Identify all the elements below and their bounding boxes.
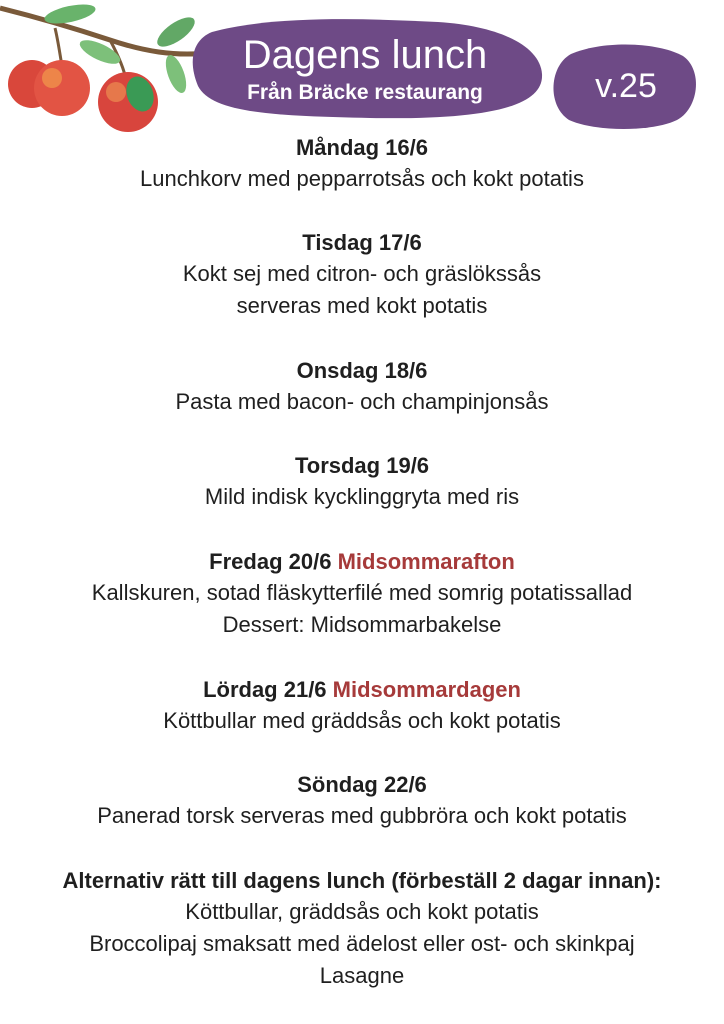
holiday-label: Midsommarafton: [337, 549, 515, 574]
day-label: Lördag 21/6: [203, 677, 327, 702]
menu-day-wednesday: [0, 356, 724, 418]
dish: Lunchkorv med pepparrotsås och kokt potatis: [140, 166, 584, 191]
menu-day-sunday: [0, 770, 724, 832]
week-number: v.25: [595, 67, 657, 105]
menu-day-monday: [0, 133, 724, 195]
dessert: Dessert: Midsommarbakelse: [222, 612, 502, 637]
menu-day-friday: [0, 547, 724, 641]
dish: Köttbullar med gräddsås och kokt potatis: [163, 708, 561, 733]
dish: Mild indisk kycklinggryta med ris: [204, 484, 520, 509]
menu-day-saturday: [0, 675, 724, 737]
menu-day-tuesday: [0, 228, 724, 322]
day-heading: Onsdag 18/6: [296, 358, 428, 383]
day-label: Fredag 20/6: [209, 549, 332, 574]
apple-branch-illustration: [0, 0, 220, 140]
day-heading: Söndag 22/6: [297, 772, 427, 797]
day-heading: Måndag 16/6: [295, 135, 429, 160]
day-heading: Tisdag 17/6: [302, 230, 422, 255]
dish: Köttbullar, gräddsås och kokt potatis: [185, 899, 539, 924]
dish: Kallskuren, sotad fläskytterfilé med somrig potatissallad: [91, 580, 633, 605]
menu-day-thursday: [0, 451, 724, 513]
page-title: Dagens lunch: [242, 33, 488, 77]
holiday-label: Midsommardagen: [332, 677, 521, 702]
alternative-dishes: [0, 866, 724, 992]
dish: Pasta med bacon- och champinjonsås: [175, 389, 549, 414]
dish: Broccolipaj smaksatt med ädelost eller ost- och skinkpaj: [89, 931, 635, 956]
dish: serveras med kokt potatis: [236, 293, 488, 318]
day-heading: Torsdag 19/6: [294, 453, 430, 478]
restaurant-name: Från Bräcke restaurang: [247, 81, 483, 104]
dish: Lasagne: [319, 963, 405, 988]
alternative-heading: Alternativ rätt till dagens lunch (förbeställ 2 dagar innan):: [62, 868, 662, 893]
day-heading: [0, 675, 724, 705]
day-heading: [0, 547, 724, 577]
dish: Kokt sej med citron- och gräslökssås: [182, 261, 542, 286]
dish: Panerad torsk serveras med gubbröra och kokt potatis: [97, 803, 627, 828]
